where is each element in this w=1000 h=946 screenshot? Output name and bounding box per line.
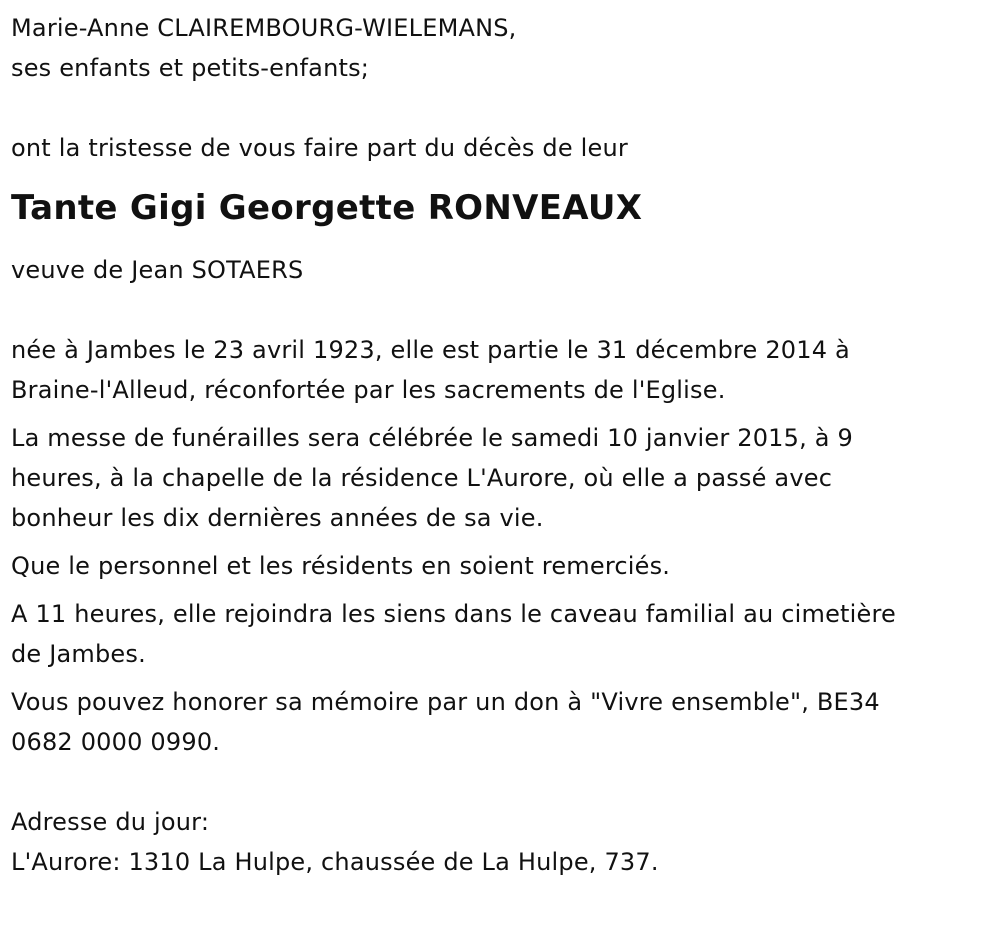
funeral-mass-paragraph <box>11 418 986 538</box>
funeral-mass-line: heures, à la chapelle de la résidence L'Aurore, où elle a passé avec <box>11 464 833 492</box>
thanks-paragraph <box>11 546 986 586</box>
birth-death-paragraph <box>11 330 986 410</box>
birth-death-line: Braine-l'Alleud, réconfortée par les sacrements de l'Eglise. <box>11 376 726 404</box>
donation-line: Vous pouvez honorer sa mémoire par un don à "Vivre ensemble", BE34 <box>11 688 880 716</box>
header-family-name: Marie-Anne CLAIREMBOURG-WIELEMANS, <box>11 14 517 42</box>
address-label: Adresse du jour: <box>11 808 210 836</box>
burial-line: A 11 heures, elle rejoindra les siens dans le caveau familial au cimetière <box>11 600 896 628</box>
birth-death-line: née à Jambes le 23 avril 1923, elle est partie le 31 décembre 2014 à <box>11 336 850 364</box>
funeral-mass-line: La messe de funérailles sera célébrée le samedi 10 janvier 2015, à 9 <box>11 424 853 452</box>
deceased-name: Tante Gigi Georgette RONVEAUX <box>11 188 643 228</box>
announcement-text: ont la tristesse de vous faire part du décès de leur <box>11 134 628 162</box>
spacer <box>11 290 986 330</box>
donation-paragraph <box>11 682 986 762</box>
burial-line: de Jambes. <box>11 640 146 668</box>
widow-of-text: veuve de Jean SOTAERS <box>11 256 304 284</box>
address-value: L'Aurore: 1310 La Hulpe, chaussée de La Hulpe, 737. <box>11 848 659 876</box>
header-family-members: ses enfants et petits-enfants; <box>11 54 370 82</box>
address-block <box>11 802 986 882</box>
spacer <box>11 88 986 128</box>
funeral-mass-line: bonheur les dix dernières années de sa vie. <box>11 504 544 532</box>
donation-line: 0682 0000 0990. <box>11 728 221 756</box>
obituary-document <box>11 8 986 882</box>
burial-paragraph <box>11 594 986 674</box>
thanks-line: Que le personnel et les résidents en soient remerciés. <box>11 552 671 580</box>
spacer <box>11 762 986 802</box>
